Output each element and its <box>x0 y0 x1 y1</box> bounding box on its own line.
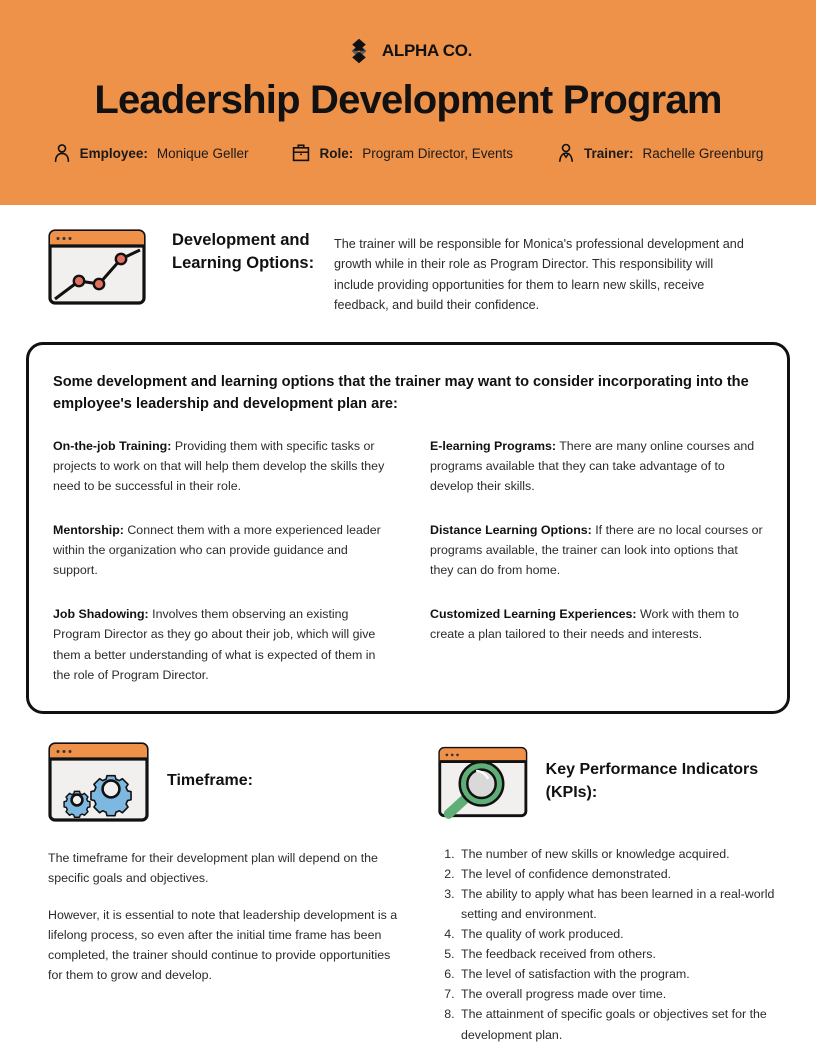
kpi-header <box>438 742 784 822</box>
option-item <box>430 520 763 580</box>
option-item <box>53 520 386 580</box>
browser-gears-icon <box>48 742 149 822</box>
development-section <box>0 205 816 316</box>
list-item: 5. The feedback received from others. <box>458 944 784 964</box>
option-text: Involves them observing an existing Program Director as they go about their job, which will give them a better understanding of what is expected of them in the role of Program Director. <box>53 607 376 682</box>
brand-lockup <box>0 0 816 64</box>
kpi-list <box>438 844 784 1045</box>
timeframe-body <box>48 848 400 986</box>
option-text: Providing them with specific tasks or projects to work on that will help them develop the skills they need to be successful in their role. <box>53 438 385 493</box>
meta-value-employee: Monique Geller <box>156 145 249 161</box>
meta-label-trainer: Trainer: <box>584 145 634 161</box>
list-item: 4. The quality of work produced. <box>458 924 784 944</box>
kpi-heading: Key Performance Indicators (KPIs): <box>545 761 759 801</box>
option-text: Connect them with a more experienced leader within the organization who can provide guidance and support. <box>53 523 381 578</box>
development-paragraph: The trainer will be responsible for Monica's professional development and growth while in their role as Program Director. This responsibility will include providing opportunities for them to learn new skills, receive feedback, and build their confidence. <box>334 237 744 313</box>
timeframe-paragraph: The timeframe for their development plan will depend on the specific goals and objectives. <box>48 850 378 885</box>
diamond-logo-icon <box>344 38 374 64</box>
option-text: Work with them to create a plan tailored to their needs and interests. <box>430 607 739 642</box>
meta-value-role: Program Director, Events <box>362 145 514 161</box>
browser-line-chart-icon <box>48 229 146 305</box>
option-item <box>430 436 763 496</box>
option-text: There are many online courses and programs available that they can take advantage of to develop their skills. <box>430 438 755 493</box>
kpi-section <box>428 742 784 1045</box>
meta-value-trainer: Rachelle Greenburg <box>642 145 764 161</box>
development-heading: Development and Learning Options: <box>172 231 315 273</box>
list-item: 2. The level of confidence demonstrated. <box>458 864 784 884</box>
option-term: Distance Learning Options: <box>430 523 592 538</box>
options-right-column <box>430 436 763 685</box>
meta-item-role <box>292 143 513 163</box>
option-term: Job Shadowing: <box>53 607 149 622</box>
page-header <box>0 0 816 205</box>
list-item: 6. The level of satisfaction with the program. <box>458 964 784 984</box>
options-box <box>26 342 790 714</box>
list-item: 1. The number of new skills or knowledge acquired. <box>458 844 784 864</box>
page-title: Leadership Development Program <box>94 78 722 122</box>
bottom-sections <box>0 714 816 1045</box>
timeframe-section <box>48 742 400 1045</box>
meta-item-trainer <box>557 143 763 163</box>
option-term: Customized Learning Experiences: <box>430 607 637 622</box>
meta-label-employee: Employee: <box>79 145 148 161</box>
list-item: 3. The ability to apply what has been learned in a real-world setting and environment. <box>458 884 784 924</box>
option-term: Mentorship: <box>53 523 124 538</box>
options-left-column <box>53 436 386 685</box>
option-text: If there are no local courses or programs available, the trainer can look into options that they can do from home. <box>430 523 763 578</box>
option-item <box>430 604 763 644</box>
timeframe-header <box>48 742 400 822</box>
option-item <box>53 604 386 684</box>
person-icon <box>53 143 71 163</box>
options-box-title: Some development and learning options that the trainer may want to consider incorporating into the employee's leadership and development plan are: <box>53 373 749 413</box>
timeframe-paragraph: However, it is essential to note that leadership development is a lifelong process, so even after the initial time frame has been completed, the trainer should continue to provide opportunities for them to grow and develop. <box>48 907 398 983</box>
header-meta-row <box>0 143 816 163</box>
meta-label-role: Role: <box>319 145 354 161</box>
browser-magnifier-icon <box>438 742 528 822</box>
options-columns <box>53 436 763 685</box>
briefcase-icon <box>292 143 310 163</box>
trainer-person-icon <box>557 143 575 163</box>
option-term: On-the-job Training: <box>53 438 172 453</box>
meta-item-employee <box>53 143 249 163</box>
option-term: E-learning Programs: <box>430 438 556 453</box>
list-item: 8. The attainment of specific goals or objectives set for the development plan. <box>458 1004 784 1044</box>
option-item <box>53 436 386 496</box>
brand-name: ALPHA CO. <box>381 41 473 60</box>
timeframe-heading: Timeframe: <box>167 772 253 790</box>
list-item: 7. The overall progress made over time. <box>458 984 784 1004</box>
